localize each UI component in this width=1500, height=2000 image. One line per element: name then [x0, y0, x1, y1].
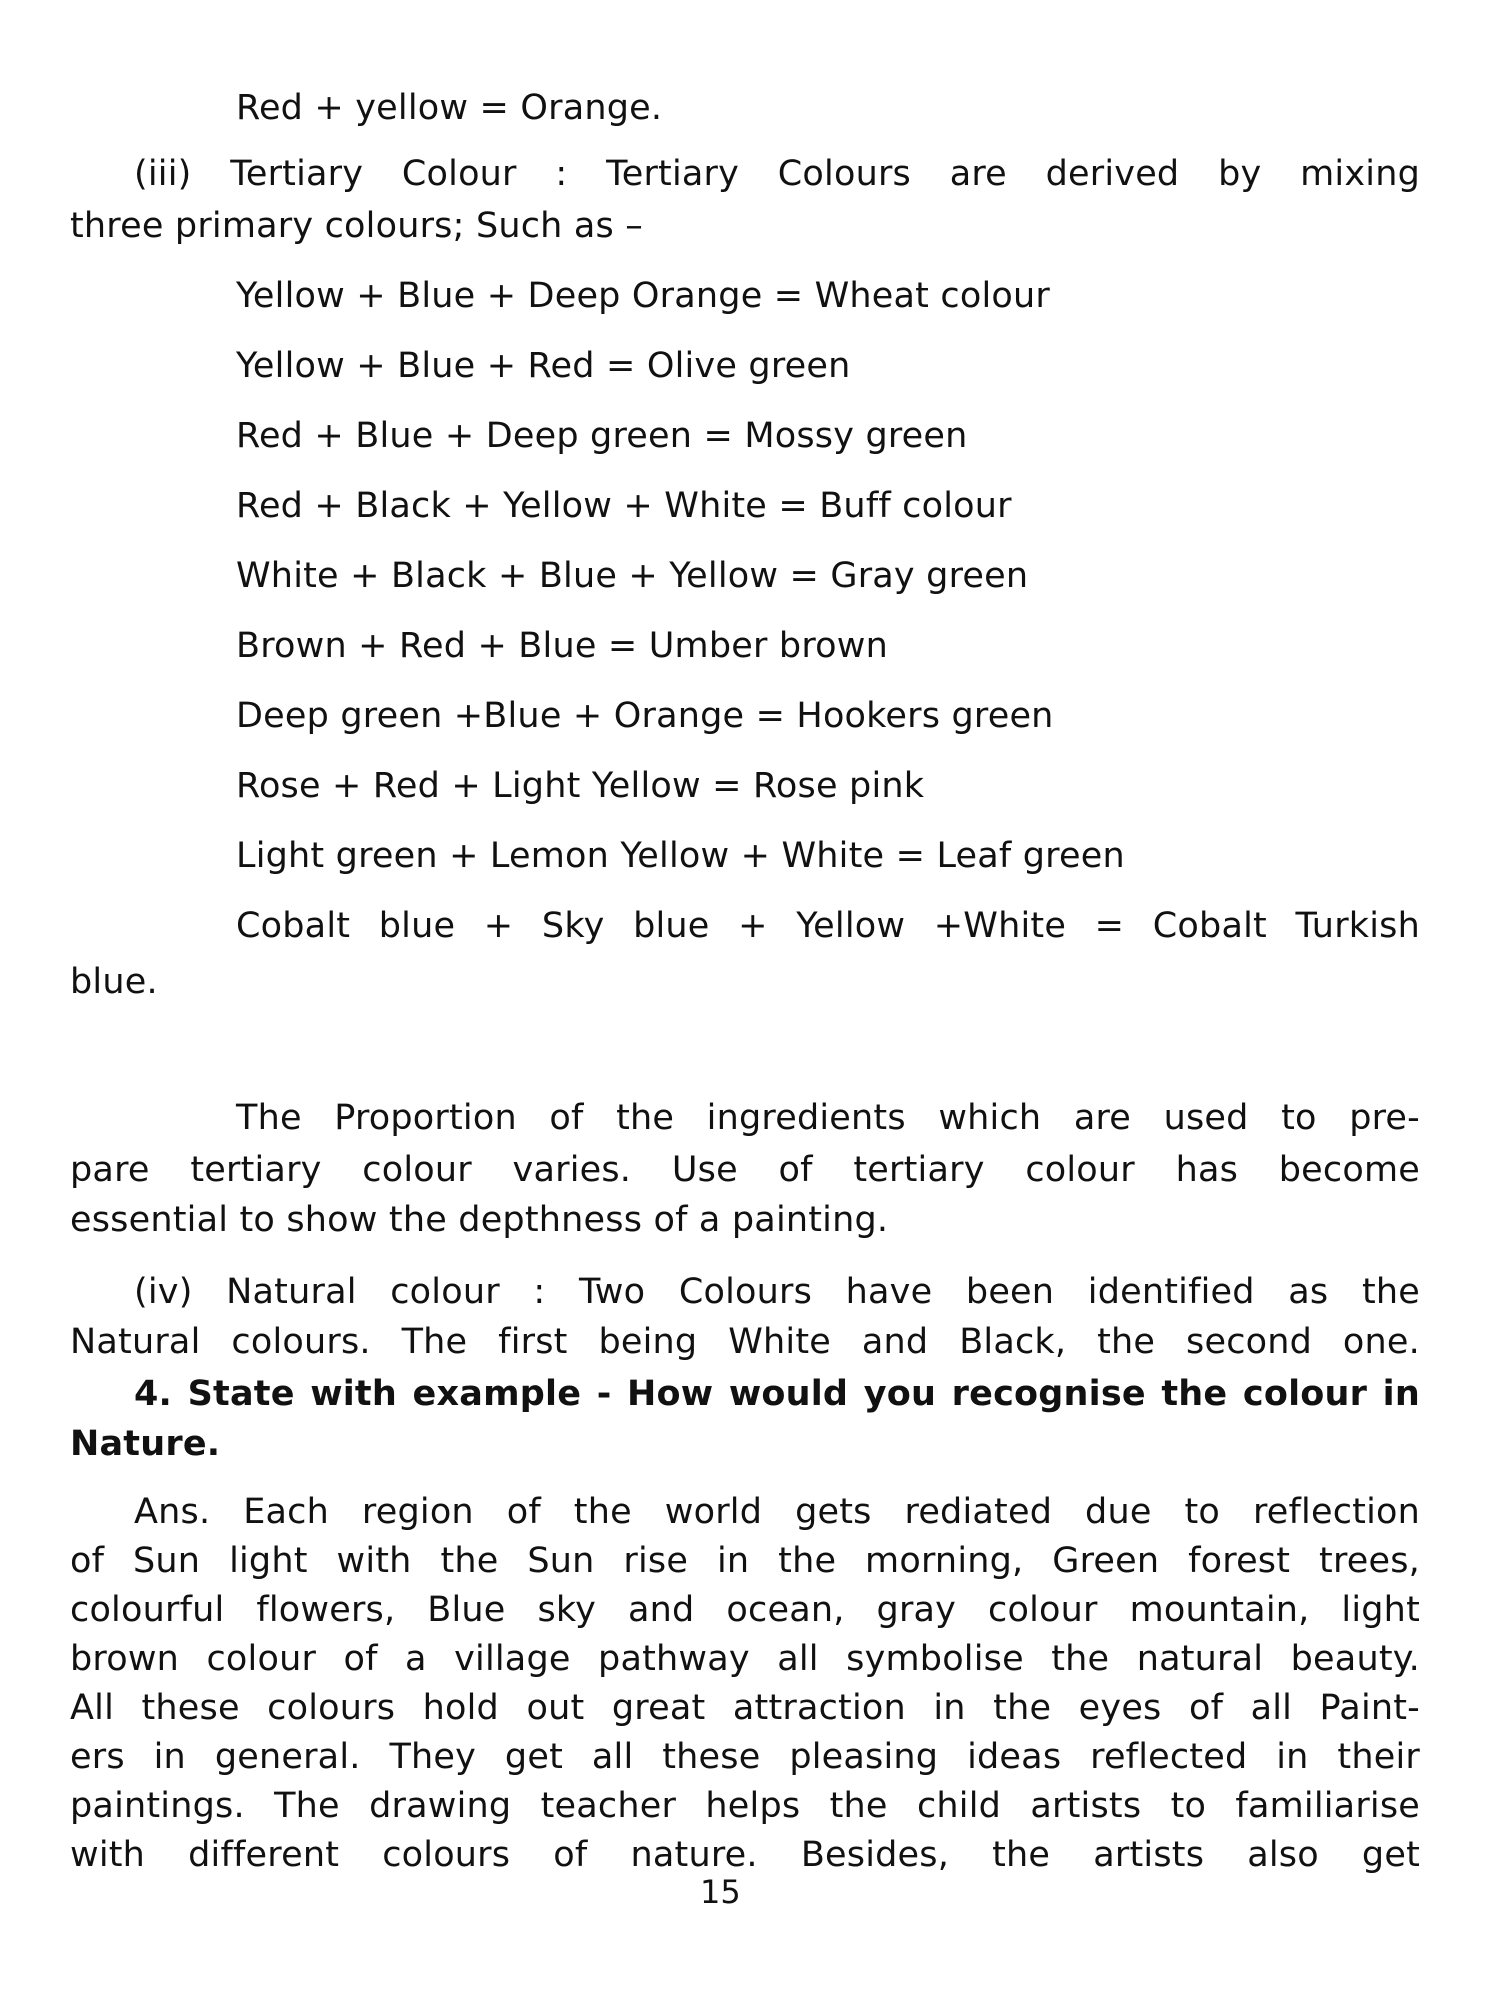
question-heading: Nature.: [70, 1424, 221, 1464]
formula-line: Rose + Red + Light Yellow = Rose pink: [236, 766, 925, 806]
text-line: (iii) Tertiary Colour : Tertiary Colours are derived by mixing: [134, 154, 1420, 194]
text-line: The Proportion of the ingredients which are used to pre-: [236, 1098, 1420, 1138]
text-line: blue.: [70, 962, 158, 1002]
text-line: Natural colours. The first being White and Black, the second one.: [70, 1322, 1420, 1362]
answer-line: ers in general. They get all these pleasing ideas reflected in their: [70, 1737, 1420, 1777]
formula-line: Deep green +Blue + Orange = Hookers green: [236, 696, 1054, 736]
formula-line: Red + Blue + Deep green = Mossy green: [236, 416, 968, 456]
formula-line: Light green + Lemon Yellow + White = Leaf green: [236, 836, 1125, 876]
text-line: (iv) Natural colour : Two Colours have been identified as the: [134, 1272, 1420, 1312]
answer-line: colourful flowers, Blue sky and ocean, gray colour mountain, light: [70, 1590, 1420, 1630]
answer-line: with different colours of nature. Besides, the artists also get: [70, 1835, 1420, 1875]
formula-line: Yellow + Blue + Red = Olive green: [236, 346, 851, 386]
text-line: pare tertiary colour varies. Use of tertiary colour has become: [70, 1150, 1420, 1190]
text-line: essential to show the depthness of a painting.: [70, 1200, 889, 1240]
answer-line: Ans. Each region of the world gets rediated due to reflection: [134, 1492, 1420, 1532]
formula-line: Yellow + Blue + Deep Orange = Wheat colour: [236, 276, 1050, 316]
question-heading: 4. State with example - How would you recognise the colour in: [134, 1374, 1420, 1414]
answer-line: of Sun light with the Sun rise in the morning, Green forest trees,: [70, 1541, 1420, 1581]
answer-line: paintings. The drawing teacher helps the child artists to familiarise: [70, 1786, 1420, 1826]
formula-line: Cobalt blue + Sky blue + Yellow +White = Cobalt Turkish: [236, 906, 1420, 946]
formula-line: Red + Black + Yellow + White = Buff colour: [236, 486, 1012, 526]
answer-line: brown colour of a village pathway all symbolise the natural beauty.: [70, 1639, 1420, 1679]
answer-line: All these colours hold out great attraction in the eyes of all Paint-: [70, 1688, 1420, 1728]
text-line: three primary colours; Such as –: [70, 206, 643, 246]
page-number: 15: [700, 1873, 741, 1911]
formula-line: Brown + Red + Blue = Umber brown: [236, 626, 888, 666]
formula-line: White + Black + Blue + Yellow = Gray green: [236, 556, 1029, 596]
text-line: Red + yellow = Orange.: [236, 88, 663, 128]
